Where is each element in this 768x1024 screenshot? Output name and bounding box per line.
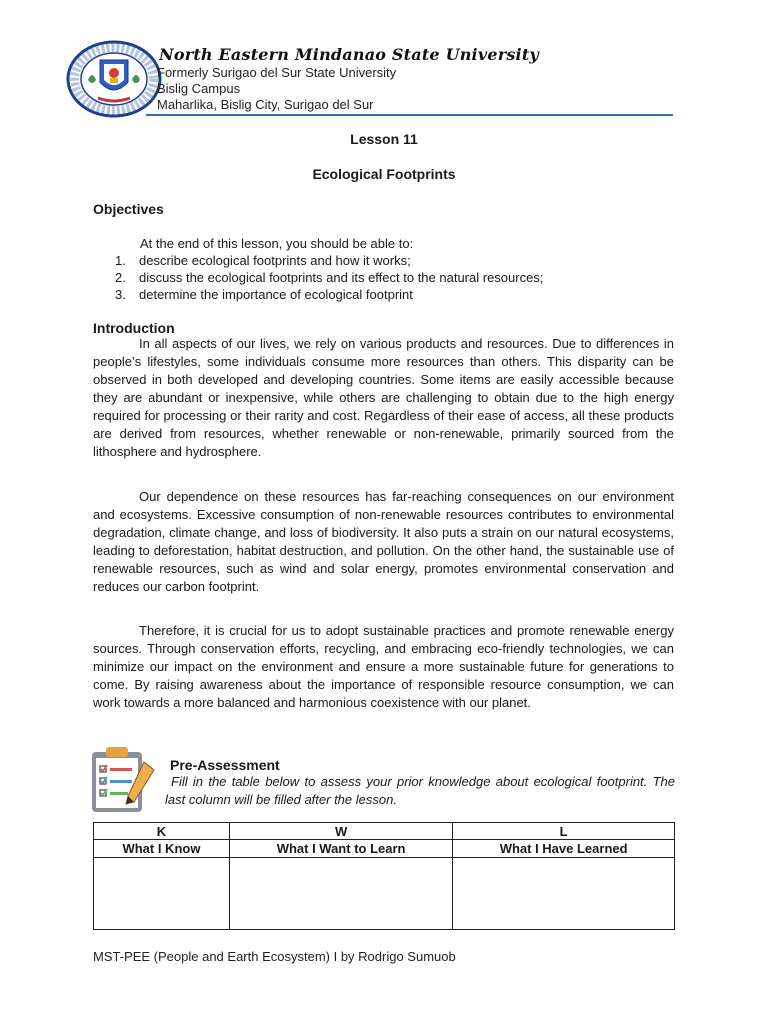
lesson-title: Ecological Footprints	[312, 166, 456, 182]
table-row	[94, 858, 675, 930]
list-text: discuss the ecological footprints and its effect to the natural resources;	[139, 270, 544, 285]
objectives-intro: At the end of this lesson, you should be able to:	[140, 236, 414, 251]
university-name: North Eastern Mindanao State University	[159, 45, 539, 64]
objectives-heading: Objectives	[93, 201, 164, 217]
answer-cell-know[interactable]	[94, 858, 230, 930]
column-letter-l: L	[453, 823, 675, 840]
pre-assessment-instruction: Fill in the table below to assess your prior knowledge about ecological footprint. The last column will be filled after the lesson.	[165, 774, 675, 807]
introduction-heading: Introduction	[93, 320, 175, 336]
list-text: describe ecological footprints and how it works;	[139, 253, 411, 268]
table-row	[94, 840, 675, 858]
list-item	[115, 286, 543, 303]
intro-paragraph-3: Therefore, it is crucial for us to adopt sustainable practices and promote renewable energy sources. Through conservation efforts, recycling, and embracing eco-friendly technologies, we can minimize our impact on the environment and ensure a more sustainable future for generations to come. By raising awareness about the importance of responsible resource consumption, we can work towards a more balanced and harmonious coexistence with our planet.	[93, 623, 674, 710]
column-letter-w: W	[229, 823, 452, 840]
clipboard-icon	[88, 744, 160, 816]
university-formerly: Formerly Surigao del Sur State University	[157, 65, 397, 80]
campus-address: Maharlika, Bislig City, Surigao del Sur	[157, 97, 374, 112]
column-letter-k: K	[94, 823, 230, 840]
lesson-number: Lesson 11	[350, 131, 418, 147]
list-text: determine the importance of ecological footprint	[139, 287, 413, 302]
answer-cell-learned[interactable]	[453, 858, 675, 930]
list-number: 1.	[115, 253, 126, 268]
header-rule	[146, 114, 673, 116]
intro-paragraph-1: In all aspects of our lives, we rely on various products and resources. Due to differences in people’s lifestyles, some individuals consume more resources than others. This disparity can be observed in both developed and developing countries. Some items are easily accessible because they are abundant or inexpensive, while others are challenging to obtain due to the high energy required for processing or their rarity and cost. Regardless of their ease of access, all these products are derived from resources, whether renewable or non-renewable, primarily sourced from the lithosphere and hydrosphere.	[93, 336, 674, 459]
list-item	[115, 252, 543, 269]
intro-paragraph-2: Our dependence on these resources has far-reaching consequences on our environment and ecosystems. Excessive consumption of non-renewable resources contributes to environmental degradation, climate change, and loss of biodiversity. It also puts a strain on our natural ecosystems, leading to deforestation, habitat destruction, and pollution. On the other hand, the sustainable use of renewable resources, such as wind and solar energy, promotes environmental conservation and reduces our carbon footprint.	[93, 489, 674, 594]
kwl-table	[93, 822, 675, 930]
answer-cell-want[interactable]	[229, 858, 452, 930]
page-footer: MST-PEE (People and Earth Ecosystem) I by Rodrigo Sumuob	[93, 949, 456, 964]
list-number: 2.	[115, 270, 126, 285]
pre-assessment-heading: Pre-Assessment	[170, 757, 280, 773]
table-row	[94, 823, 675, 840]
university-seal	[66, 40, 162, 118]
objectives-list	[115, 252, 543, 303]
column-label-know: What I Know	[94, 840, 230, 858]
column-label-learned: What I Have Learned	[453, 840, 675, 858]
column-label-want: What I Want to Learn	[229, 840, 452, 858]
campus-name: Bislig Campus	[157, 81, 241, 96]
list-number: 3.	[115, 287, 126, 302]
list-item	[115, 269, 543, 286]
